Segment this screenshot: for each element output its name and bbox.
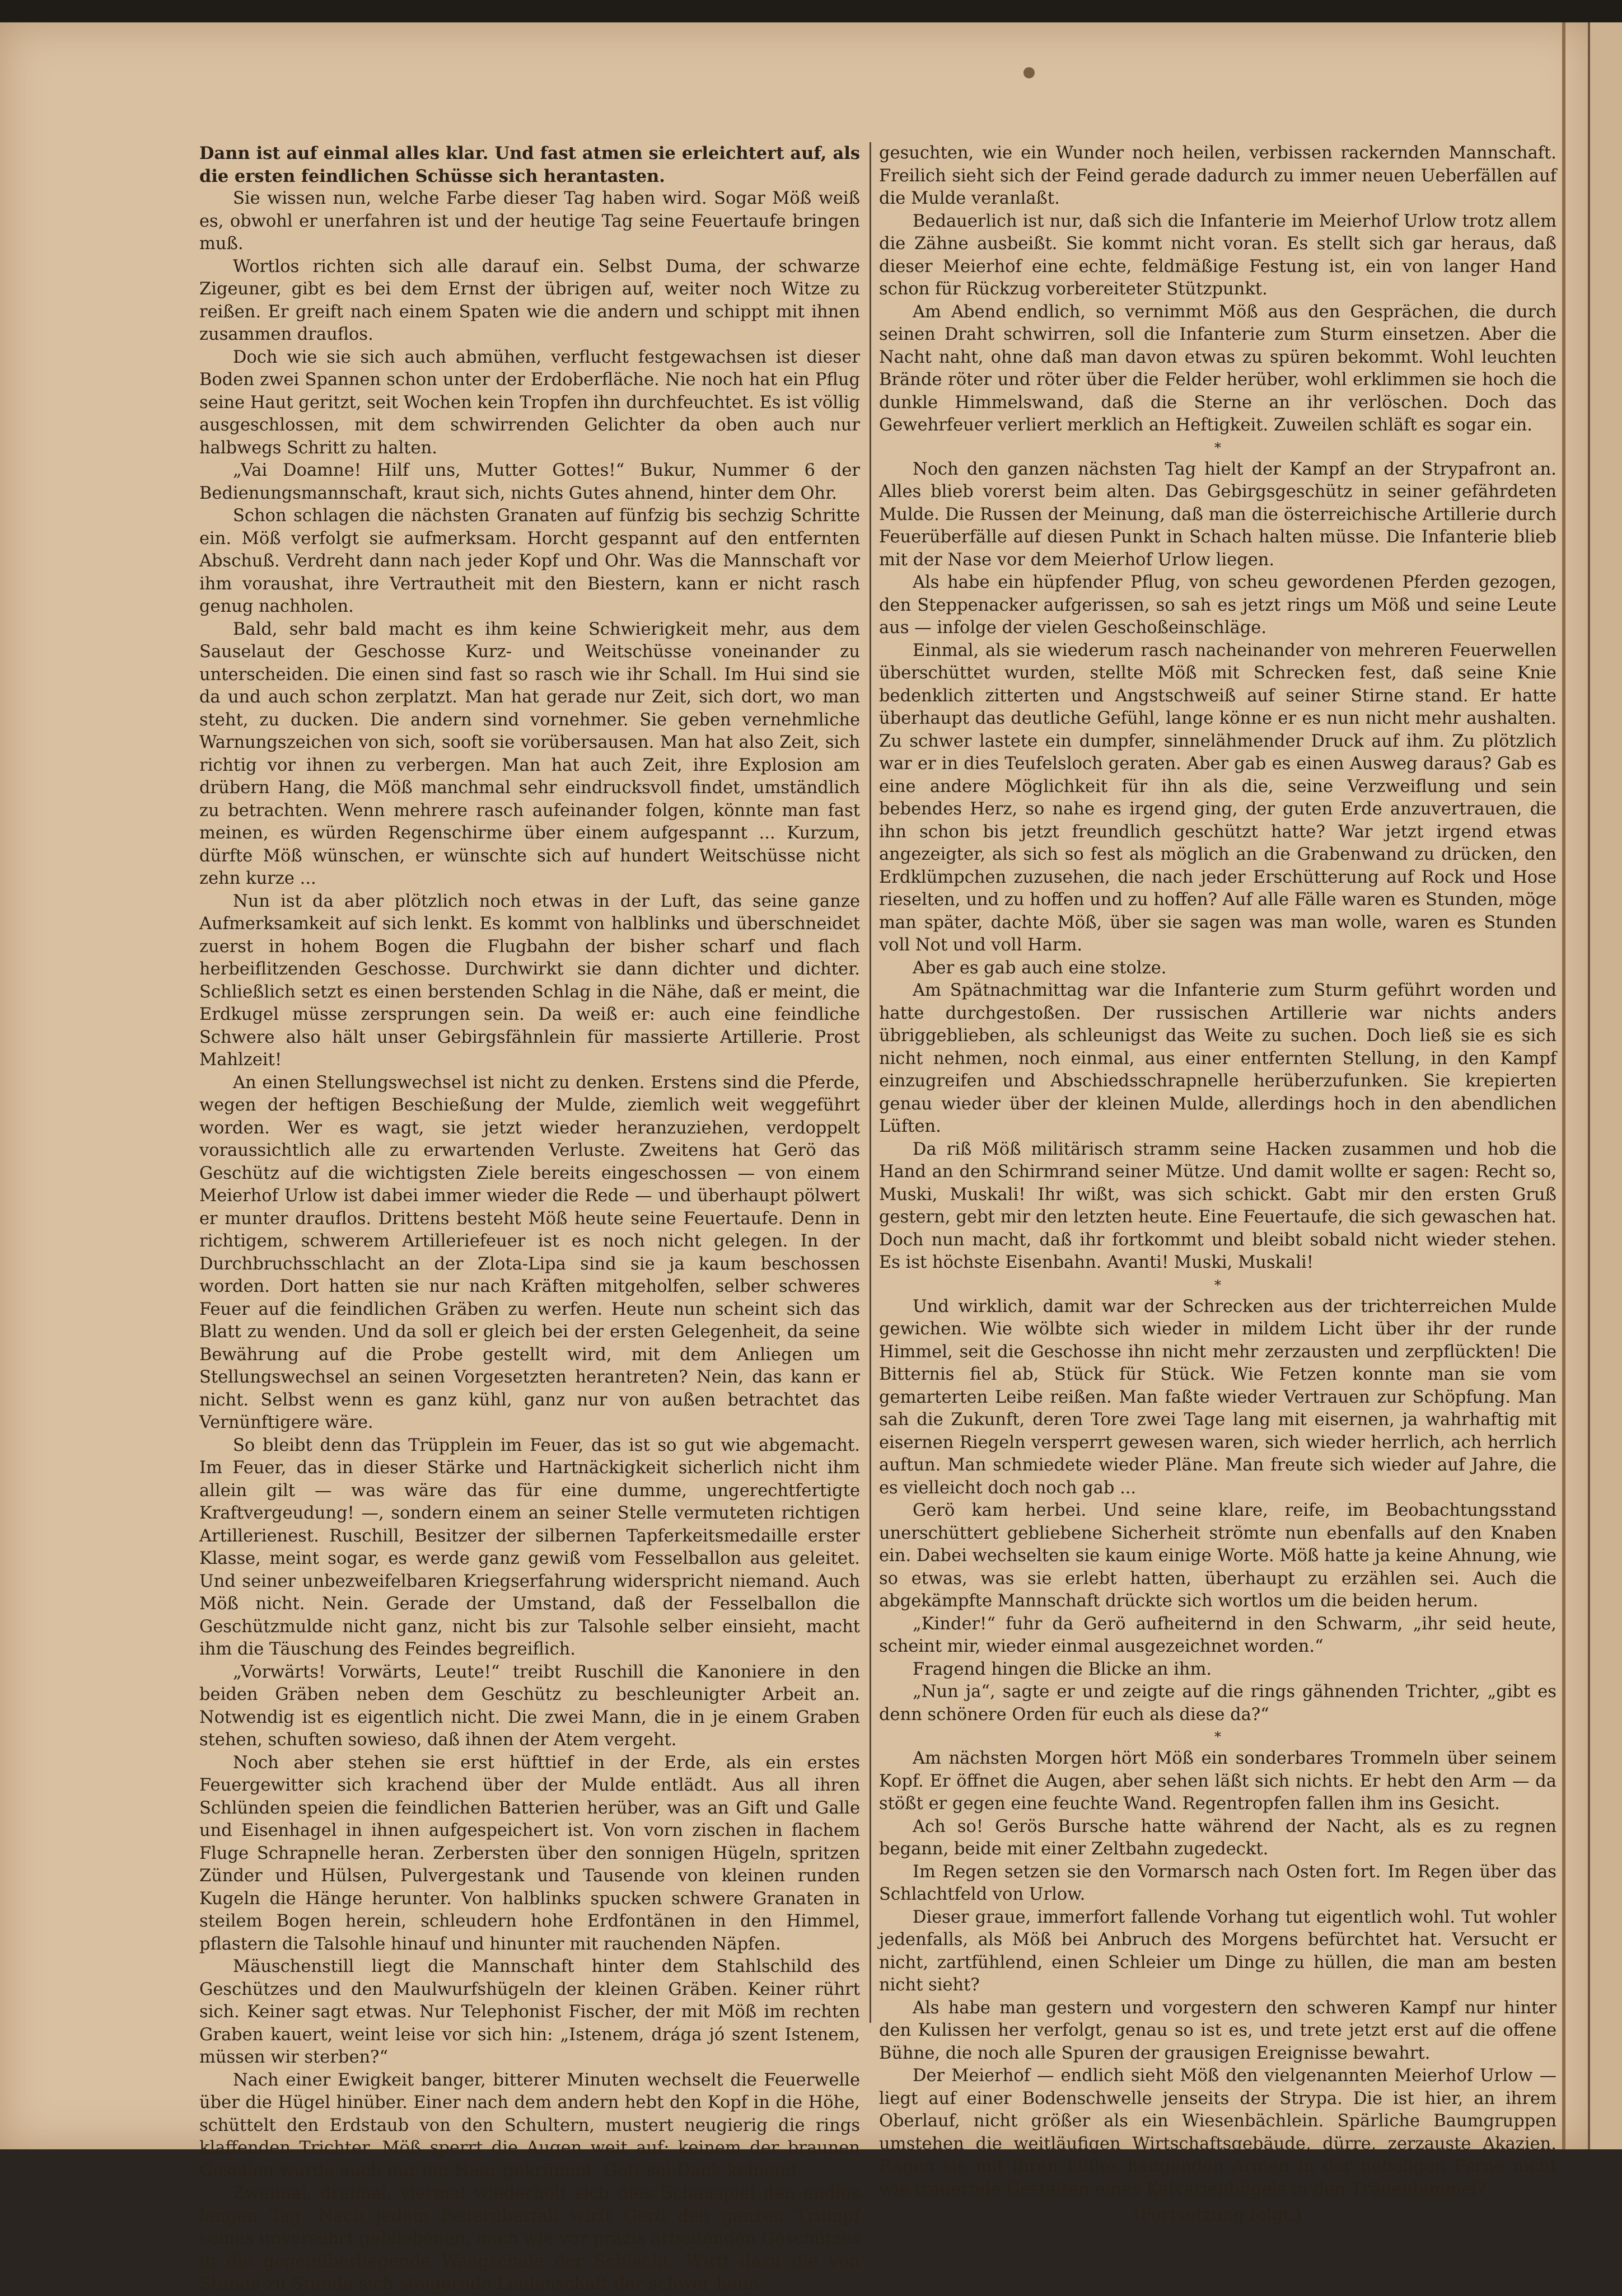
paragraph: Schon schlagen die nächsten Granaten auf fünfzig bis sechzig Schritte ein. Möß verfolgt sie aufmerksam. Horcht gespannt auf den entfernten Abschuß. Verdreht dann nach jeder Kopf und Ohr. Was die Mannschaft vor ihm voraushat, ihre Vertrautheit mit den Biestern, kann er nicht rasch genug nachholen. (199, 506, 860, 616)
paragraph: Fragend hingen die Blicke an ihm. (913, 1659, 1212, 1679)
paragraph: Da riß Möß militärisch stramm seine Hacken zusammen und hob die Hand an den Schirmrand seiner Mütze. Und damit wollte er sagen: Recht so, Muski, Muskali! Ihr wißt, was sich schickt. Gabt mir den ersten Gruß gestern, gebt mir den letzten heute. Eine Feuertaufe, die sich gewaschen hat. Doch nun macht, daß ihr fortkommt und bleibt sobald nicht wieder stehen. Es ist höchste Eisenbahn. Avanti! Muski, Muskali! (879, 1139, 1556, 1272)
paragraph: Als habe ein hüpfender Pflug, von scheu gewordenen Pferden gezogen, den Steppenacker aufgerissen, so sah es jetzt rings um Möß und seine Leute aus — infolge der vielen Geschoßeinschläge. (879, 573, 1556, 638)
page-edge-shadow (1562, 22, 1565, 2149)
paragraph: Als habe man gestern und vorgestern den schweren Kampf nur hinter den Kulissen her verfolgt, genau so ist es, und trete jetzt erst auf die offene Bühne, die noch alle Spuren der grausigen Ereignisse bewahrt. (879, 1998, 1556, 2063)
paragraph: Am Abend endlich, so vernimmt Möß aus den Gesprächen, die durch seinen Draht schwirren, soll die Infanterie zum Sturm einsetzen. Aber die Nacht naht, ohne daß man davon etwas zu spüren bekommt. Wohl leuchten Brände röter und röter über die Felder herüber, wohl erklimmen sie hoch die dunkle Himmelswand, daß die Sterne an ihr verlöschen. Doch das Gewehrfeuer verliert merklich an Heftigkeit. Zuweilen schläft es sogar ein. (879, 302, 1556, 435)
paragraph: Im Regen setzen sie den Vormarsch nach Osten fort. Im Regen über das Schlachtfeld von Urlow. (879, 1862, 1556, 1904)
paragraph: Ach so! Gerös Bursche hatte während der Nacht, als es zu regnen begann, beide mit einer Zeltbahn zugedeckt. (879, 1816, 1556, 1859)
paragraph: Zweimal, dreimal, viermal wiederholt sich dies Schauspiel den endlos langen Tag. Nach jedem Feuerüberfall wirft Gerö den ganzen Trumpf seines unversehrt gebliebenen, nach wie vor präzis arbeitenden Geschützes in die gegenüberliegende Waagschale der Schlacht. Wirft dazu die von Stunde zu Stunde sich steigernde Leidenschaft der schwer heim- (199, 2183, 860, 2294)
paragraph: Doch wie sie sich auch abmühen, verflucht festgewachsen ist dieser Boden zwei Spannen schon unter der Erdoberfläche. Nie noch hat ein Pflug seine Haut geritzt, seit Wochen kein Tropfen ihn durchfeuchtet. Es ist völlig ausgeschlossen, mit dem schwirrenden Gelichter da oben auch nur halbwegs Schritt zu halten. (199, 347, 860, 458)
paragraph: „Kinder!“ fuhr da Gerö aufheiternd in den Schwarm, „ihr seid heute, scheint mir, wieder einmal ausgezeichnet worden.“ (879, 1614, 1556, 1656)
section-separator: * (1214, 439, 1221, 456)
paragraph: Aber es gab auch eine stolze. (913, 958, 1167, 978)
paragraph: Am Spätnachmittag war die Infanterie zum Sturm geführt worden und hatte durchgestoßen. Der russischen Artillerie war nichts anders übriggeblieben, als schleunigst das Weite zu suchen. Doch ließ sie es sich nicht nehmen, noch einmal, aus einer entfernten Stellung, in den Kampf einzugreifen und Abschiedsschrapnelle herüberzufunken. Sie krepierten genau wieder über der kleinen Mulde, allerdings hoch in den abendlichen Lüften. (879, 981, 1556, 1136)
adjacent-page-edge (1588, 22, 1622, 2149)
paragraph: Mäuschenstill liegt die Mannschaft hinter dem Stahlschild des Geschützes und den Maulwurfshügeln der kleinen Gräben. Keiner rührt sich. Keiner sagt etwas. Nur Telephonist Fischer, der mit Möß im rechten Graben kauert, weint leise vor sich hin: „Istenem, drága jó szent Istenem, müssen wir sterben?“ (199, 1957, 860, 2067)
text-column-right (879, 142, 1556, 2227)
paragraph: Noch aber stehen sie erst hüfttief in der Erde, als ein erstes Feuergewitter sich krachend über der Mulde entlädt. Aus all ihren Schlünden speien die feindlichen Batterien herüber, was an Gift und Galle und Eisenhagel in ihnen aufgespeichert ist. Von vorn zischen in flachem Fluge Schrapnelle heran. Zerbersten über den sonnigen Hügeln, spritzen Zünder und Hülsen, Pulvergestank und Tausende von kleinen runden Kugeln die Hänge herunter. Von halblinks spucken schwere Granaten in steilem Bogen herein, schleudern hohe Erdfontänen in den Himmel, pflastern die Talsohle hinauf und hinunter mit rauchenden Näpfen. (199, 1753, 860, 1954)
paragraph: Bedauerlich ist nur, daß sich die Infanterie im Meierhof Urlow trotz allem die Zähne ausbeißt. Sie kommt nicht voran. Es stellt sich gar heraus, daß dieser Meierhof eine echte, feldmäßige Festung ist, ein von langer Hand schon für Rückzug vorbereiteter Stützpunkt. (879, 211, 1556, 299)
continuation-note: (Fortsetzung folgt.) (1134, 2205, 1302, 2225)
paragraph: Einmal, als sie wiederum rasch nacheinander von mehreren Feuerwellen überschüttet wurden, stellte Möß mit Schrecken fest, daß seine Knie bedenklich zitterten und Angstschweiß auf seiner Stirne stand. Er hatte überhaupt das deutliche Gefühl, lange könne er es nun nicht mehr aushalten. Zu schwer lastete ein dumpfer, sinnelähmender Druck auf ihm. Zu plötzlich war er in dies Teufelsloch geraten. Aber gab es einen Ausweg daraus? Gab es eine andere Möglichkeit für ihn als die, seine Verzweiflung und sein bebendes Herz, so nahe es irgend ging, der guten Erde anzuvertrauen, die ihn schon bis jetzt freundlich geschützt hatte? War jetzt irgend etwas angezeigter, als sich so fest als möglich an die Grabenwand zu drücken, den Erdklümpchen zuzusehen, die nach jeder Erschütterung auf Rock und Hose rieselten, und zu hoffen und zu hoffen? Auf alle Fälle waren es Stunden, möge man später, dachte Möß, über sie sagen was man wolle, waren es Stunden voll Not und voll Harm. (879, 640, 1556, 955)
paragraph: An einen Stellungswechsel ist nicht zu denken. Erstens sind die Pferde, wegen der heftigen Beschießung der Mulde, ziemlich weit weggeführt worden. Wer es wagt, sie jetzt wieder heranzuziehen, verdoppelt voraussichtlich alle zu erwartenden Verluste. Zweitens hat Gerö das Geschütz auf die wichtigsten Ziele bereits eingeschossen — von einem Meierhof Urlow ist dabei immer wieder die Rede — und überhaupt pölwert er munter drauflos. Drittens besteht Möß heute seine Feuertaufe. Denn in richtigem, schwerem Artilleriefeuer ist es noch nicht gelegen. In der Durchbruchsschlacht an der Zlota-Lipa sind sie ja kaum beschossen worden. Dort hatten sie nur nach Kräften mitgeholfen, selber schweres Feuer auf die feindlichen Gräben zu werfen. Heute nun scheint sich das Blatt zu wenden. Und da soll er gleich bei der ersten Gelegenheit, da seine Bewährung auf die Probe gestellt wird, mit dem Anliegen um Stellungswechsel an seinen Vorgesetzten herantreten? Nein, das kann er nicht. Selbst wenn es ganz kühl, ganz nur von außen betrachtet das Vernünftigere wäre. (199, 1072, 860, 1432)
paragraph: Nun ist da aber plötzlich noch etwas in der Luft, das seine ganze Aufmerksamkeit auf sich lenkt. Es kommt von halblinks und überschneidet zuerst in hohem Bogen die Flugbahn der bisher scharf und flach herbeiflitzenden Geschosse. Durchwirkt sie dann dichter und dichter. Schließlich setzt es einen berstenden Schlag in die Nähe, daß er meint, die Erdkugel müsse zersprungen sein. Da weiß er: auch eine feindliche Schwere also hält unser Gebirgsfähnlein für massierte Artillerie. Prost Mahlzeit! (199, 891, 860, 1070)
section-separator: * (1214, 1729, 1221, 1745)
paragraph: Wortlos richten sich alle darauf ein. Selbst Duma, der schwarze Zigeuner, gibt es bei dem Ernst der übrigen auf, weiter noch Witze zu reißen. Er greift nach einem Spaten wie die andern und schippt mit ihnen zusammen drauflos. (199, 256, 860, 344)
paragraph: gesuchten, wie ein Wunder noch heilen, verbissen rackernden Mannschaft. Freilich sieht sich der Feind gerade dadurch zu immer neuen Ueberfällen auf die Mulde veranlaßt. (879, 143, 1556, 208)
paragraph: „Nun ja“, sagte er und zeigte auf die rings gähnenden Trichter, „gibt es denn schönere Orden für euch als diese da?“ (879, 1682, 1556, 1725)
paragraph: Der Meierhof — endlich sieht Möß den vielgenannten Meierhof Urlow — liegt auf einer Bodenschwelle jenseits der Strypa. Die ist hier, an ihrem Oberlauf, nicht größer als ein Wiesenbächlein. Spärliche Baumgruppen umstehen die weitläufigen Wirtschaftsgebäude, dürre, zerzauste Akazien. Ragen sie mit ihren hilflos hängenden Armen in der nebeligen Ferne nicht wie trauernde Gestalten eines Kalvarienhügels in den Tränenhimmel? (879, 2066, 1556, 2199)
paragraph: Nach einer Ewigkeit banger, bitterer Minuten wechselt die Feuerwelle über die Hügel hinüber. Einer nach dem andern hebt den Kopf in die Höhe, schüttelt den Erdstaub von den Schultern, mustert neugierig die rings klaffenden Trichter. Möß sperrt die Augen weit auf: keinem der braunen Gesellen wurde auch nur ein Haar gekrümmt, Gott sei Dank keinem! (199, 2070, 860, 2181)
column-divider (870, 142, 871, 2023)
section-separator: * (1214, 1277, 1221, 1293)
paragraph: Noch den ganzen nächsten Tag hielt der Kampf an der Strypafront an. Alles blieb vorerst beim alten. Das Gebirgsgeschütz in seiner gefährdeten Mulde. Die Russen der Meinung, daß man die österreichische Artillerie durch Feuerüberfälle auf diesen Punkt in Schach halten müsse. Die Infanterie blieb mit der Nase vor dem Meierhof Urlow liegen. (879, 459, 1556, 570)
text-column-left (199, 142, 860, 2296)
paragraph: „Vorwärts! Vorwärts, Leute!“ treibt Ruschill die Kanoniere in den beiden Gräben neben dem Geschütz zu beschleunigter Arbeit an. Notwendig ist es eigentlich nicht. Die zwei Mann, die in je einem Graben stehen, schuften sowieso, daß ihnen der Atem vergeht. (199, 1662, 860, 1750)
paragraph: Dann ist auf einmal alles klar. Und fast atmen sie erleichtert auf, als die ersten feindlichen Schüsse sich herantasten. (199, 143, 860, 186)
paragraph: Sie wissen nun, welche Farbe dieser Tag haben wird. Sogar Möß weiß es, obwohl er unerfahren ist und der heutige Tag seine Feuertaufe bringen muß. (199, 189, 860, 254)
punch-hole (1023, 67, 1035, 78)
paragraph: Und wirklich, damit war der Schrecken aus der trichterreichen Mulde gewichen. Wie wölbte sich wieder in mildem Licht über ihr der runde Himmel, seit die Geschosse ihn nicht mehr zerzausten und zerpflückten! Die Bitternis fiel ab, Stück für Stück. Wie Fetzen konnte man sie vom gemarterten Leibe reißen. Man faßte wieder Vertrauen zur Schöpfung. Man sah die Zukunft, deren Tore zwei Tage lang mit eisernen, ja wahrhaftig mit eisernen Riegeln versperrt gewesen waren, sich wieder herrlich, ach herrlich auftun. Man schmiedete wieder Pläne. Man freute sich wieder auf Jahre, die es vielleicht doch noch gab ... (879, 1296, 1556, 1498)
paragraph: Bald, sehr bald macht es ihm keine Schwierigkeit mehr, aus dem Sauselaut der Geschosse Kurz- und Weitschüsse voneinander zu unterscheiden. Die einen sind fast so rasch wie ihr Schall. Im Hui sind sie da und auch schon zerplatzt. Man hat gerade nur Zeit, sich dort, wo man steht, zu ducken. Die andern sind vornehmer. Sie geben vernehmliche Warnungszeichen von sich, sooft sie vorübersausen. Man hat also Zeit, sich richtig vor ihnen zu verbergen. Man hat auch Zeit, ihre Explosion am drübern Hang, die Möß manchmal sehr eindrucksvoll findet, umständlich zu betrachten. Wenn mehrere rasch aufeinander folgen, könnte man fast meinen, es würden Regenschirme über einem aufgespannt ... Kurzum, dürfte Möß wünschen, er wünschte sich auf hundert Weitschüsse nicht zehn kurze ... (199, 619, 860, 888)
paragraph: Am nächsten Morgen hört Möß ein sonderbares Trommeln über seinem Kopf. Er öffnet die Augen, aber sehen läßt sich nichts. Er hebt den Arm — da stößt er gegen eine feuchte Wand. Regentropfen fallen ihm ins Gesicht. (879, 1749, 1556, 1814)
paragraph: „Vai Doamne! Hilf uns, Mutter Gottes!“ Bukur, Nummer 6 der Bedienungsmannschaft, kraut sich, nichts Gutes ahnend, hinter dem Ohr. (199, 461, 860, 503)
paragraph: Dieser graue, immerfort fallende Vorhang tut eigentlich wohl. Tut wohler jedenfalls, als Möß bei Anbruch des Morgens befürchtet hat. Versucht er nicht, zartfühlend, einen Schleier um Dinge zu hüllen, die man am besten nicht sieht? (879, 1907, 1556, 1995)
paragraph: So bleibt denn das Trüpplein im Feuer, das ist so gut wie abgemacht. Im Feuer, das in dieser Stärke und Hartnäckigkeit sicherlich nicht ihm allein gilt — was wäre das für eine dumme, ungerechtfertigte Kraftvergeudung! —, sondern einem an seiner Stelle vermuteten richtigen Artillerienest. Ruschill, Besitzer der silbernen Tapferkeitsmedaille erster Klasse, meint sogar, es werde ganz gewiß vom Fesselballon aus geleitet. Und seiner unbezweifelbaren Kriegserfahrung widerspricht niemand. Auch Möß nicht. Nein. Gerade der Umstand, daß der Fesselballon die Geschützmulde nicht ganz, nicht bis zur Talsohle selber einsieht, macht ihm die Täuschung des Feindes begreiflich. (199, 1435, 860, 1659)
paragraph: Gerö kam herbei. Und seine klare, reife, im Beobachtungsstand unerschüttert gebliebene Sicherheit strömte nun ebenfalls auf den Knaben ein. Dabei wechselten sie kaum einige Worte. Möß hatte ja keine Ahnung, wie so etwas, was sie erlebt hatten, überhaupt zu erzählen sei. Auch die abgekämpfte Mannschaft drückte sich wortlos um die beiden herum. (879, 1501, 1556, 1611)
